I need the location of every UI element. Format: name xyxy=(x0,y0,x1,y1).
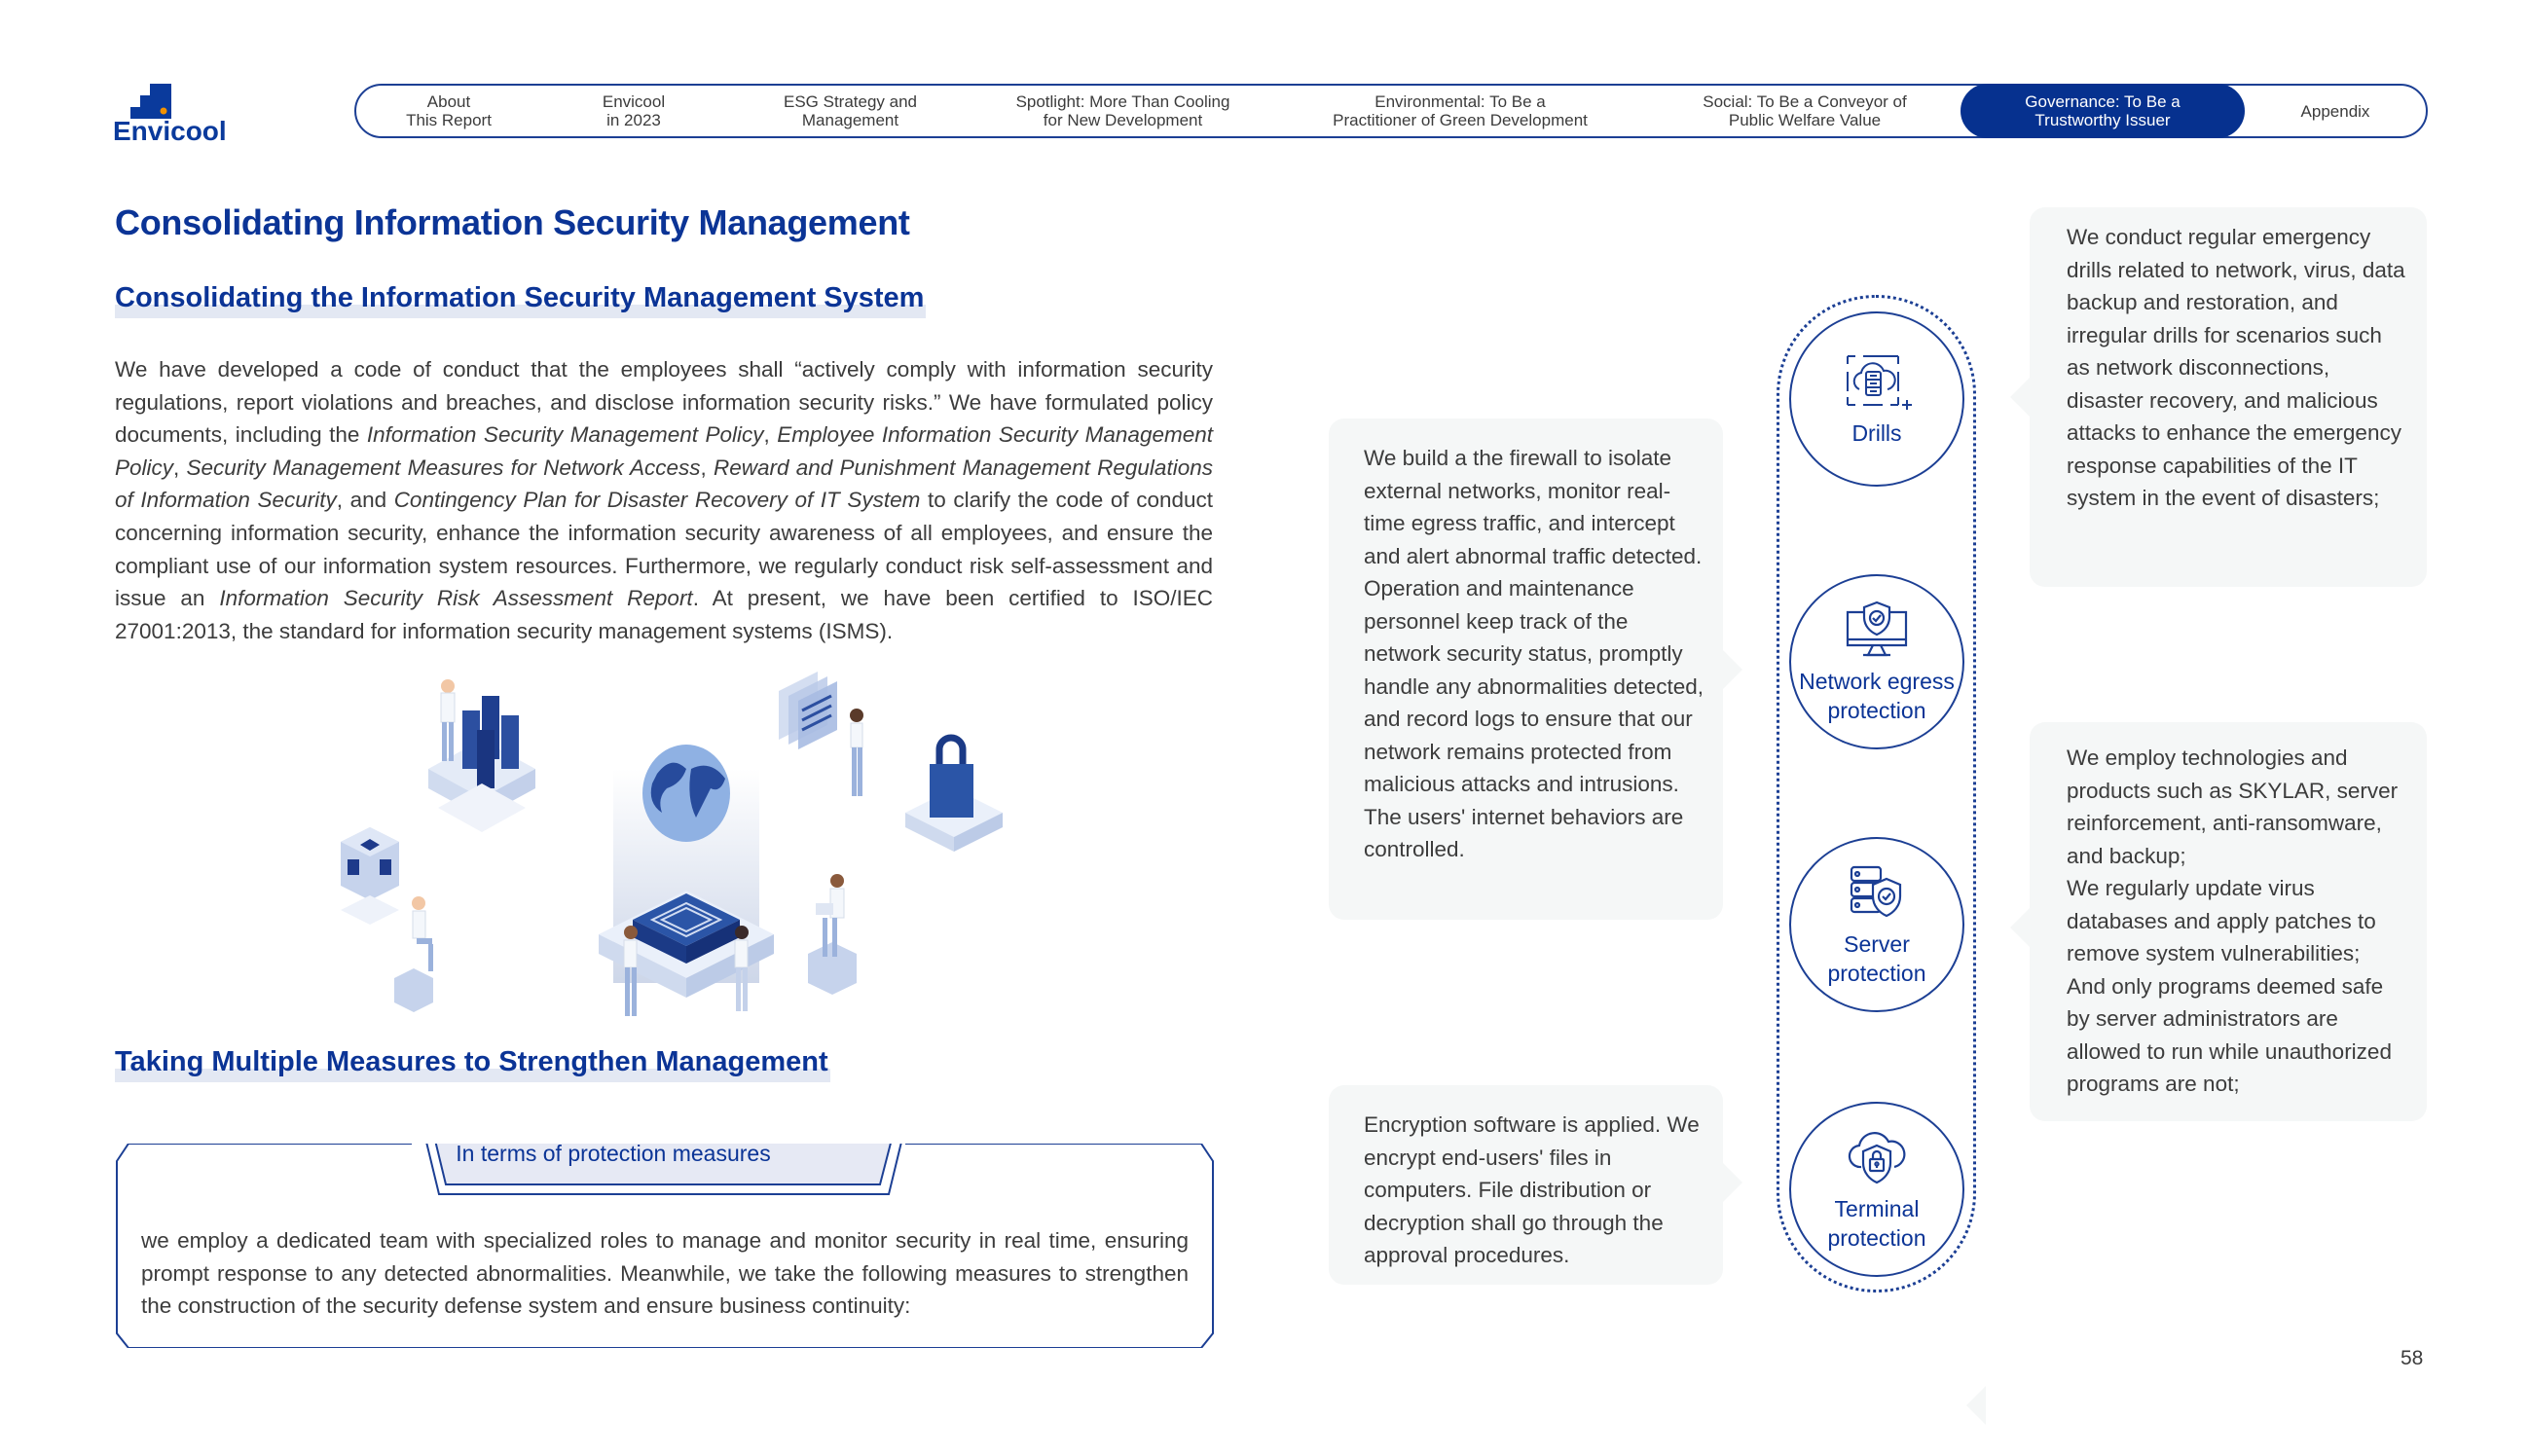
network-egress-text: We build a the firewall to isolate external networks, monitor real-time egress traffic, and intercept and alert abnormal traffic detected. Operation and maintenance personnel keep track of the network security status, promptly handle any abnormalities detected, and record logs to ensure that our network remains protected from malicious attacks and intrusions. The users' internet behaviors are controlled. xyxy=(1364,446,1704,861)
terminal-card-pointer xyxy=(1723,1163,1742,1202)
drills-description-card xyxy=(2030,207,2427,587)
envicool-logo xyxy=(113,80,241,142)
paragraph-text: , xyxy=(173,455,187,480)
section-nav xyxy=(354,84,2428,138)
paragraph-text: , and xyxy=(336,488,394,513)
nav-item-envicool-2023[interactable]: Envicool in 2023 xyxy=(602,92,666,129)
measure-server-protection xyxy=(1789,837,1964,1012)
terminal-protection-text: Encryption software is applied. We encrypt end-users' files in computers. File distribution or decryption shall go through the approval procedures. xyxy=(1364,1112,1700,1267)
policy-title: Information Security Risk Assessment Report xyxy=(219,586,693,611)
cube-icon xyxy=(341,827,399,925)
policy-title: Employee Information Security Management Policy xyxy=(115,422,1213,480)
person-icon xyxy=(850,709,863,796)
nav-item-esg-strategy[interactable]: ESG Strategy and Management xyxy=(783,92,918,129)
server-protection-description-card xyxy=(2030,722,2427,1121)
drills-text: We conduct regular emergency drills related to network, virus, data backup and restoration, and irregular drills for scenarios such as network disconnections, disaster recovery, and malicious attacks to enhance the emergency response capabilities of the IT system in the event of disasters; xyxy=(2067,225,2405,510)
paragraph-text: . At present, we have been certified to ISO/IEC 27001:2013, the standard for information security management systems (ISMS). xyxy=(115,586,1213,643)
globe-icon xyxy=(642,745,730,842)
protection-box-text: we employ a dedicated team with specialized roles to manage and monitor security in real time, ensuring prompt response to any detected abnormalities. Meanwhile, we take the following measures to strengthen the construction of the security defense system and ensure business continuity: xyxy=(141,1228,1189,1319)
nav-item-spotlight[interactable]: Spotlight: More Than Cooling for New Development xyxy=(1015,92,1230,129)
server-protection-text: We employ technologies and products such as SKYLAR, server reinforcement, anti-ransomware, and backup; We regularly update virus databases and apply patches to remove system vulnerabilities; And only programs deemed safe by server administrators are allowed to run while unauthorized programs are not; xyxy=(2067,746,2399,1096)
measure-terminal-protection xyxy=(1789,1102,1964,1277)
policy-title: Information Security Management Policy xyxy=(366,422,764,448)
decorative-pointer xyxy=(1966,1386,1986,1425)
policy-title: Contingency Plan for Disaster Recovery of IT System xyxy=(393,488,921,513)
documents-icon xyxy=(779,672,837,749)
measure-drills xyxy=(1789,311,1964,487)
cloud-lock-icon xyxy=(1842,1126,1912,1190)
page-title: Consolidating Information Security Management xyxy=(115,202,910,242)
section-heading-ism-system: Consolidating the Information Security Management System xyxy=(115,282,926,318)
person-icon xyxy=(394,896,433,1012)
logo-text: Envicool xyxy=(113,116,227,142)
nav-item-social[interactable]: Social: To Be a Conveyor of Public Welfare Value xyxy=(1703,92,1907,129)
measure-drills-label: Drills xyxy=(1851,420,1902,446)
policy-title: Security Management Measures for Network Access xyxy=(186,455,701,480)
drills-card-pointer xyxy=(2010,378,2030,417)
network-card-pointer xyxy=(1723,650,1742,689)
security-illustration xyxy=(321,672,1022,1041)
ism-paragraph xyxy=(115,353,1213,647)
network-egress-description-card xyxy=(1329,419,1723,920)
measure-network-egress-label: Network egress protection xyxy=(1799,669,1955,723)
logo-mark-icon xyxy=(113,80,241,142)
measure-terminal-protection-label: Terminal protection xyxy=(1827,1196,1926,1251)
paragraph-text: , xyxy=(700,455,715,480)
paragraph-text: , xyxy=(763,422,778,448)
protection-box-title: In terms of protection measures xyxy=(456,1141,771,1166)
nav-item-appendix[interactable]: Appendix xyxy=(2300,101,2370,121)
paragraph-text: to clarify the code of conduct concerning information security, enhance the information security awareness of all employees, and ensure the compliant use of our information system resources. Furthermore, we regularly conduct risk self-assessment and issue an xyxy=(115,488,1214,611)
measure-network-egress xyxy=(1789,574,1964,749)
nav-item-governance[interactable]: Governance: To Be a Trustworthy Issuer xyxy=(1961,84,2245,138)
paragraph-text: We have developed a code of conduct that the employees shall “actively comply with information security regulations, report violations and breaches, and disclose information security risks.” We have formulated policy documents, including the xyxy=(115,357,1213,448)
server-card-pointer xyxy=(2010,908,2030,947)
person-icon xyxy=(808,874,857,995)
policy-title: Reward and Punishment Management Regulations of Information Security xyxy=(115,455,1213,513)
person-icon xyxy=(441,679,455,761)
measure-server-protection-label: Server protection xyxy=(1827,931,1926,986)
monitor-shield-icon xyxy=(1842,599,1912,663)
nav-item-environmental[interactable]: Environmental: To Be a Practitioner of Green Development xyxy=(1333,92,1588,129)
nav-item-about[interactable]: About This Report xyxy=(406,92,492,129)
terminal-protection-description-card xyxy=(1329,1085,1723,1285)
padlock-icon xyxy=(905,738,1003,852)
page-number: 58 xyxy=(2401,1347,2424,1369)
server-shield-icon xyxy=(1842,861,1912,926)
cloud-server-icon xyxy=(1842,350,1912,415)
section-heading-multiple-measures: Taking Multiple Measures to Strengthen Management xyxy=(115,1046,830,1082)
